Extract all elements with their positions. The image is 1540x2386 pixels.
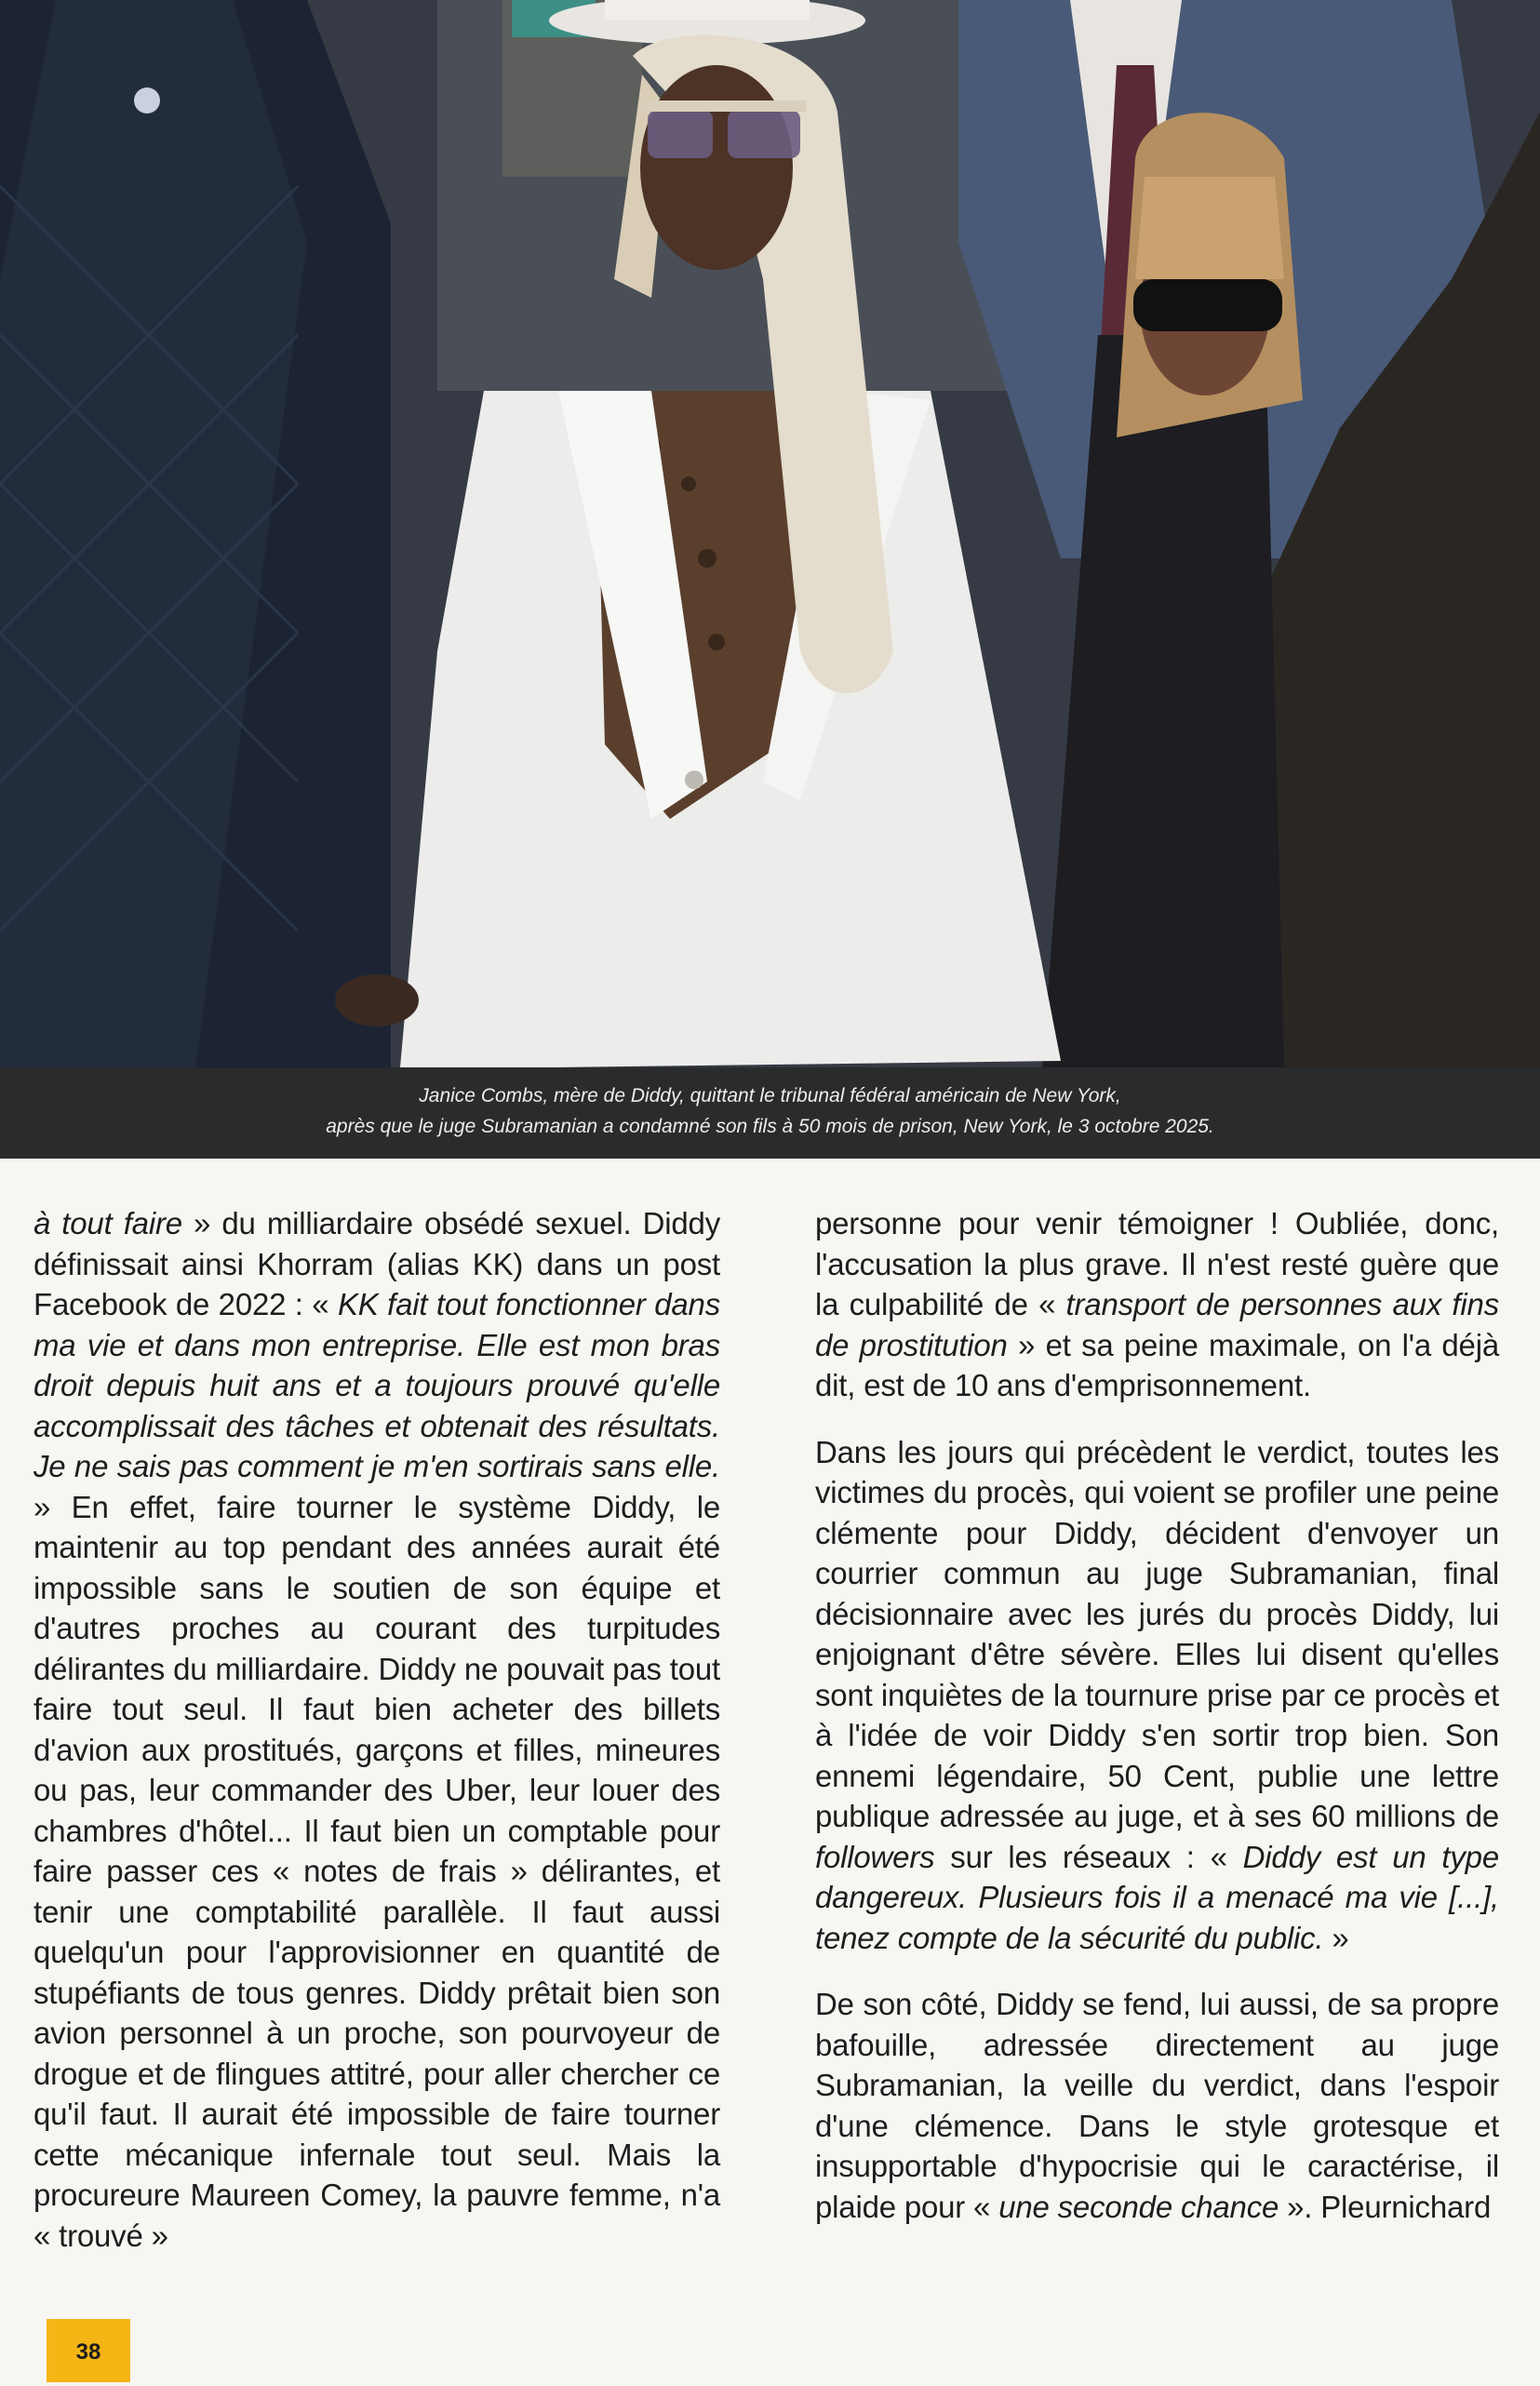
text-run: » du milliardaire obsédé sexuel. Diddy définissait ainsi Khorram (alias KK) dans un post Facebook de 2022 : « [33, 1206, 720, 1321]
article-column-left [33, 1203, 720, 2256]
article-paragraph [815, 1984, 1499, 2227]
italic-quote: KK fait tout fonctionner dans ma vie et dans mon entreprise. Elle est mon bras droit depuis huit ans et a toujours prouvé qu'elle accomplissait des tâches et obtenait des résultats. Je ne sais pas comment je m'en sortirais sans elle. [33, 1287, 720, 1483]
text-run: » et sa peine maximale, on l'a déjà dit, est de 10 ans d'emprisonnement. [815, 1327, 1499, 1402]
article-paragraph [815, 1203, 1499, 1406]
text-run: » En effet, faire tourner le système Diddy, le maintenir au top pendant des années aurait été impossible sans le soutien de son équipe et d'autres proches au courant des turpitudes délirantes du milliardaire. Diddy ne pouvait pas tout faire tout seul. Il faut bien acheter des billets d'avion aux prostitués, garçons et filles, mineures ou pas, leur commander des Uber, leur louer des chambres d'hôtel... Il faut bien un comptable pour faire passer ces « notes de frais » délirantes, et tenir une comptabilité parallèle. Il faut aussi quelqu'un pour l'approvisionner en quantité de stupéfiants de tous genres. Diddy prêtait bien son avion personnel à un proche, son pourvoyeur de drogue et de flingues attitré, pour aller chercher ce qu'il faut. Il aurait été impossible de faire tourner cette mécanique infernale tout seul. Mais la procureure Maureen Comey, la pauvre femme, n'a « trouvé » [33, 1489, 720, 2253]
page-number: 38 [47, 2319, 130, 2382]
text-run: personne pour venir témoigner ! Oubliée, donc, l'accusation la plus grave. Il n'est resté guère que la culpabilité de « [815, 1206, 1499, 1321]
italic-quote: à tout faire [33, 1206, 182, 1240]
photo-illustration [0, 0, 1540, 1067]
italic-quote: followers [815, 1839, 935, 1874]
text-run: » [1323, 1920, 1349, 1955]
article-paragraph [33, 1203, 720, 2256]
italic-quote: Diddy est un type dangereux. Plusieurs fois il a menacé ma vie [...], tenez compte de la sécurité du public. [815, 1839, 1499, 1955]
caption-line-1: Janice Combs, mère de Diddy, quittant le tribunal fédéral américain de New York, [419, 1085, 1121, 1106]
article-photo [0, 0, 1540, 1067]
italic-quote: transport de personnes aux fins de prostitution [815, 1287, 1499, 1362]
article-paragraph [815, 1432, 1499, 1959]
text-run: De son côté, Diddy se fend, lui aussi, de sa propre bafouille, adressée directement au juge Subramanian, la veille du verdict, dans l'espoir d'une clémence. Dans le style grotesque et insupportable d'hypocrisie qui le caractérise, il plaide pour « [815, 1987, 1499, 2224]
text-run: sur les réseaux : « [934, 1839, 1243, 1874]
text-run: Dans les jours qui précèdent le verdict, toutes les victimes du procès, qui voient se profiler une peine clémente pour Diddy, décident d'envoyer un courrier commun au juge Subramanian, final décisionnaire avec les jurés du procès Diddy, lui enjoignant d'être sévère. Elles lui disent qu'elles sont inquiètes de la tournure prise par ce procès et à l'idée de voir Diddy s'en sortir trop bien. Son ennemi légendaire, 50 Cent, publie une lettre publique adressée au juge, et à ses 60 millions de [815, 1434, 1499, 1833]
caption-line-2: après que le juge Subramanian a condamné son fils à 50 mois de prison, New York, le 3 octobre 2025. [326, 1116, 1214, 1137]
italic-quote: une seconde chance [998, 2189, 1279, 2224]
text-run: ». Pleurnichard [1279, 2189, 1492, 2224]
article-column-right [815, 1203, 1499, 2227]
photo-caption [0, 1067, 1540, 1159]
